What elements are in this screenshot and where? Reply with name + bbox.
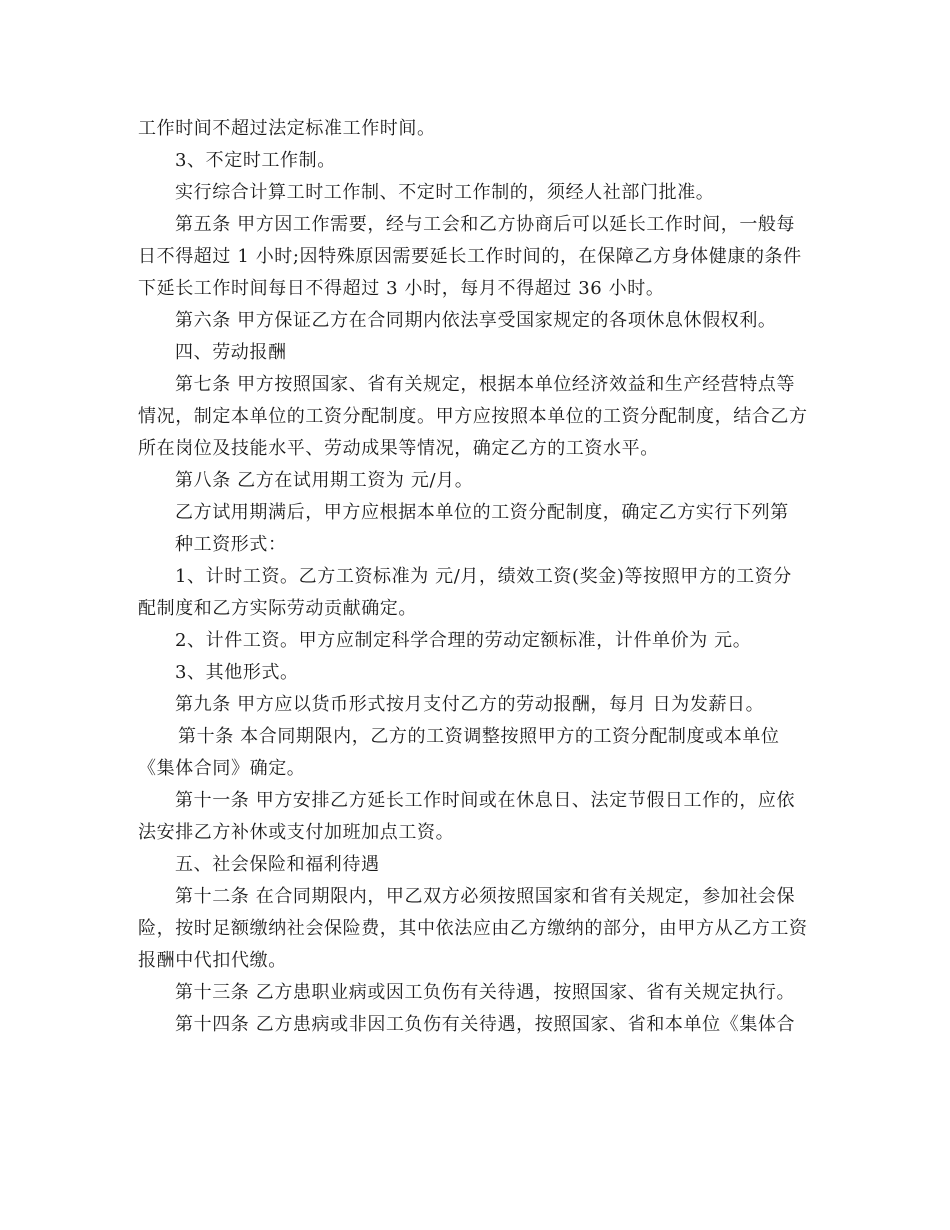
text-line: 情况，制定本单位的工资分配制度。甲方应按照本单位的工资分配制度，结合乙方 [138, 406, 808, 427]
text-line: 2、计件工资。甲方应制定科学合理的劳动定额标准，计件单价为 元。 [175, 630, 752, 651]
section-heading-social-insurance: 五、社会保险和福利待遇 [175, 854, 380, 875]
article-9-line: 第九条 甲方应以货币形式按月支付乙方的劳动报酬，每月 日为发薪日。 [175, 694, 765, 715]
article-6-line: 第六条 甲方保证乙方在合同期内依法享受国家规定的各项休息休假权利。 [175, 310, 777, 331]
article-8-line: 第八条 乙方在试用期工资为 元/月。 [175, 470, 474, 491]
document-body [138, 113, 818, 1041]
text-line: 险，按时足额缴纳社会保险费，其中依法应由乙方缴纳的部分，由甲方从乙方工资 [138, 918, 808, 939]
article-12-line: 第十二条 在合同期限内，甲乙双方必须按照国家和省有关规定，参加社会保 [175, 886, 796, 907]
text-line: 配制度和乙方实际劳动贡献确定。 [138, 598, 417, 619]
text-line: 《集体合同》确定。 [138, 758, 306, 779]
text-line: 下延长工作时间每日不得超过 3 小时，每月不得超过 36 小时。 [138, 278, 665, 299]
article-11-line: 第十一条 甲方安排乙方延长工作时间或在休息日、法定节假日工作的，应依 [175, 790, 796, 811]
text-line: 3、不定时工作制。 [175, 150, 336, 171]
article-5-line: 第五条 甲方因工作需要，经与工会和乙方协商后可以延长工作时间，一般每 [175, 214, 796, 235]
article-10-line: 第十条 本合同期限内，乙方的工资调整按照甲方的工资分配制度或本单位 [178, 726, 780, 747]
article-7-line: 第七条 甲方按照国家、省有关规定，根据本单位经济效益和生产经营特点等 [175, 374, 796, 395]
text-line: 所在岗位及技能水平、劳动成果等情况，确定乙方的工资水平。 [138, 438, 659, 459]
text-line: 日不得超过 1 小时;因特殊原因需要延长工作时间的，在保障乙方身体健康的条件 [138, 246, 802, 267]
section-heading-remuneration: 四、劳动报酬 [175, 342, 287, 363]
article-14-line: 第十四条 乙方患病或非因工负伤有关待遇，按照国家、省和本单位《集体合 [175, 1014, 796, 1035]
text-line: 1、计时工资。乙方工资标准为 元/月，绩效工资(奖金)等按照甲方的工资分 [175, 566, 792, 587]
text-line: 工作时间不超过法定标准工作时间。 [138, 118, 436, 139]
text-line: 实行综合计算工时工作制、不定时工作制的，须经人社部门批准。 [175, 182, 715, 203]
text-line: 报酬中代扣代缴。 [138, 950, 287, 971]
text-line: 法安排乙方补休或支付加班加点工资。 [138, 822, 455, 843]
article-13-line: 第十三条 乙方患职业病或因工负伤有关待遇，按照国家、省有关规定执行。 [175, 982, 796, 1003]
text-line: 乙方试用期满后，甲方应根据本单位的工资分配制度，确定乙方实行下列第 [175, 502, 789, 523]
text-line: 3、其他形式。 [175, 662, 299, 683]
text-line: 种工资形式： [175, 534, 287, 555]
